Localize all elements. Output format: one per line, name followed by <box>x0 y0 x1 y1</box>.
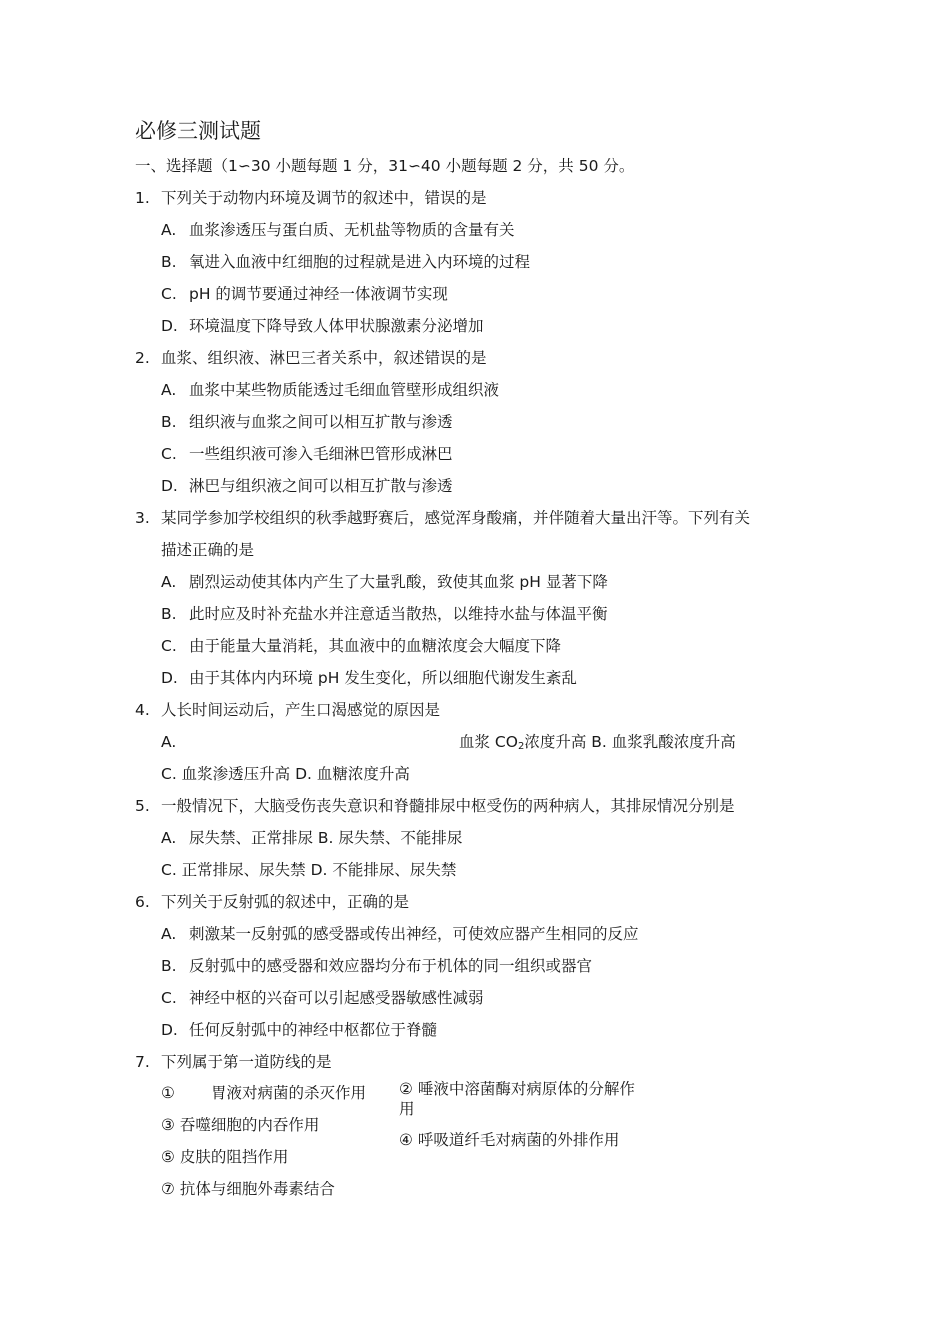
subscript: 2 <box>517 741 525 752</box>
option-text: 一些组织液可渗入毛细淋巴管形成淋巴 <box>189 445 453 463</box>
question-2-stem <box>135 347 487 369</box>
q1-option-b <box>161 251 530 273</box>
question-number: 7. <box>135 1053 150 1071</box>
q5-options-ab <box>161 827 462 849</box>
option-text: 组织液与血浆之间可以相互扩散与渗透 <box>189 413 453 431</box>
q2-option-b <box>161 411 453 433</box>
option-label: C. <box>161 445 177 463</box>
q6-option-c <box>161 987 484 1009</box>
question-7-stem <box>135 1051 332 1073</box>
option-text: 血浆中某些物质能透过毛细血管壁形成组织液 <box>189 381 500 399</box>
option-label: A. <box>161 829 177 847</box>
option-text: 由于能量大量消耗，其血液中的血糖浓度会大幅度下降 <box>189 637 562 655</box>
q3-option-d <box>161 667 577 689</box>
q6-option-d <box>161 1019 437 1041</box>
option-label: A. <box>161 381 177 399</box>
option-label: B. <box>161 413 177 431</box>
question-6-stem <box>135 891 409 913</box>
q2-option-d <box>161 475 453 497</box>
q7-item-2: ② 唾液中溶菌酶对病原体的分解作 <box>399 1080 635 1098</box>
question-number: 3. <box>135 509 150 527</box>
option-label: B. <box>161 957 177 975</box>
option-text: 刺激某一反射弧的感受器或传出神经，可使效应器产生相同的反应 <box>189 925 639 943</box>
option-text: pH 的调节要通过神经一体液调节实现 <box>189 285 448 303</box>
option-label: D. <box>161 477 178 495</box>
q7-item-4: ④ 呼吸道纤毛对病菌的外排作用 <box>399 1131 620 1149</box>
q7-item-5: ⑤ 皮肤的阻挡作用 <box>161 1148 289 1166</box>
q7-item-3: ③ 吞噬细胞的内吞作用 <box>161 1116 320 1134</box>
q2-option-a <box>161 379 499 401</box>
question-number: 5. <box>135 797 150 815</box>
option-label: D. <box>161 317 178 335</box>
option-text: 此时应及时补充盐水并注意适当散热，以维持水盐与体温平衡 <box>189 605 608 623</box>
question-5-stem <box>135 795 735 817</box>
q3-option-c <box>161 635 561 657</box>
question-text: 血浆、组织液、淋巴三者关系中，叙述错误的是 <box>161 349 487 367</box>
option-label: A. <box>161 925 177 943</box>
option-text: 血浆渗透压与蛋白质、无机盐等物质的含量有关 <box>189 221 515 239</box>
question-text: 某同学参加学校组织的秋季越野赛后，感觉浑身酸痛，并伴随着大量出汗等。下列有关 <box>161 509 751 527</box>
q3-option-a <box>161 571 608 593</box>
question-number: 6. <box>135 893 150 911</box>
q4-options-cd: C. 血浆渗透压升高 D. 血糖浓度升高 <box>161 765 410 783</box>
section-heading: 一、选择题（1∽30 小题每题 1 分，31∽40 小题每题 2 分，共 50 分。 <box>135 157 635 175</box>
option-text: 神经中枢的兴奋可以引起感受器敏感性减弱 <box>189 989 484 1007</box>
q5-options-cd: C. 正常排尿、尿失禁 D. 不能排尿、尿失禁 <box>161 861 457 879</box>
q7-item-7: ⑦ 抗体与细胞外毒素结合 <box>161 1180 335 1198</box>
option-label: C. <box>161 285 177 303</box>
option-text: 血浆 CO <box>459 733 518 751</box>
q1-option-d <box>161 315 484 337</box>
option-label: B. <box>161 605 177 623</box>
q6-option-b <box>161 955 592 977</box>
option-text: 由于其体内内环境 pH 发生变化，所以细胞代谢发生紊乱 <box>189 669 577 687</box>
option-label: C. <box>161 637 177 655</box>
option-label: D. <box>161 669 178 687</box>
q7-item-2-continued: 用 <box>399 1100 415 1118</box>
option-label: B. <box>161 253 177 271</box>
option-text: 淋巴与组织液之间可以相互扩散与渗透 <box>189 477 453 495</box>
q7-item-1 <box>161 1082 366 1104</box>
question-text: 下列属于第一道防线的是 <box>161 1053 332 1071</box>
q2-option-c <box>161 443 453 465</box>
question-text: 下列关于动物内环境及调节的叙述中，错误的是 <box>161 189 487 207</box>
item-mark: ① <box>161 1084 175 1102</box>
option-text: 浓度升高 B. 血浆乳酸浓度升高 <box>524 733 736 751</box>
option-label: A. <box>161 221 177 239</box>
question-number: 1. <box>135 189 150 207</box>
option-text: 环境温度下降导致人体甲状腺激素分泌增加 <box>189 317 484 335</box>
question-3-stem-continued: 描述正确的是 <box>161 541 255 559</box>
option-text: 任何反射弧中的神经中枢都位于脊髓 <box>189 1021 438 1039</box>
option-text: 尿失禁、正常排尿 B. 尿失禁、不能排尿 <box>189 829 463 847</box>
question-4-stem <box>135 699 440 721</box>
q6-option-a <box>161 923 639 945</box>
item-text: 胃液对病菌的杀灭作用 <box>211 1084 367 1102</box>
option-label: A. <box>161 573 177 591</box>
q1-option-c <box>161 283 448 305</box>
q1-option-a <box>161 219 515 241</box>
q3-option-b <box>161 603 608 625</box>
question-text: 一般情况下，大脑受伤丧失意识和脊髓排尿中枢受伤的两种病人，其排尿情况分别是 <box>161 797 735 815</box>
q4-option-a-label: A. <box>161 733 177 751</box>
option-text: 反射弧中的感受器和效应器均分布于机体的同一组织或器官 <box>189 957 593 975</box>
option-label: D. <box>161 1021 178 1039</box>
q4-options-ab <box>459 731 736 758</box>
option-label: C. <box>161 989 177 1007</box>
question-3-stem <box>135 507 750 529</box>
question-text: 下列关于反射弧的叙述中，正确的是 <box>161 893 410 911</box>
option-text: 氧进入血液中红细胞的过程就是进入内环境的过程 <box>189 253 531 271</box>
page-title: 必修三测试题 <box>135 119 261 143</box>
option-text: 剧烈运动使其体内产生了大量乳酸，致使其血浆 pH 显著下降 <box>189 573 608 591</box>
question-number: 2. <box>135 349 150 367</box>
question-text: 人长时间运动后，产生口渴感觉的原因是 <box>161 701 441 719</box>
question-1-stem <box>135 187 487 209</box>
question-number: 4. <box>135 701 150 719</box>
